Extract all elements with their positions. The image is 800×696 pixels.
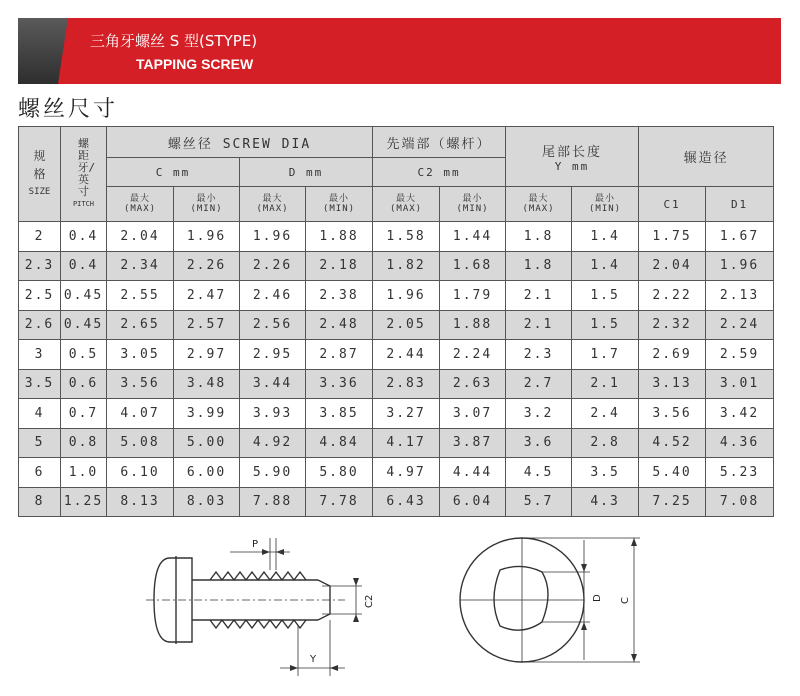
cell-y-max: 2.1 xyxy=(506,310,572,340)
cell-c2-max: 4.97 xyxy=(373,458,440,488)
cell-c2-max: 6.43 xyxy=(373,487,440,517)
cell-c2-max: 3.27 xyxy=(373,399,440,429)
header-size xyxy=(19,127,61,222)
cell-d-max: 2.46 xyxy=(240,281,306,311)
cell-y-max: 3.6 xyxy=(506,428,572,458)
table-row xyxy=(19,428,774,458)
cell-d-min: 3.36 xyxy=(306,369,373,399)
cell-d1: 3.01 xyxy=(706,369,774,399)
cell-pitch: 0.45 xyxy=(61,281,107,311)
header-d-mm: D mm xyxy=(240,158,373,187)
cell-size: 2.5 xyxy=(19,281,61,311)
cell-d-min: 7.78 xyxy=(306,487,373,517)
cell-pitch: 1.25 xyxy=(61,487,107,517)
cell-y-min: 2.1 xyxy=(572,369,639,399)
cell-c-min: 2.47 xyxy=(174,281,240,311)
banner-title-en: TAPPING SCREW xyxy=(136,56,254,72)
cell-c2-max: 2.44 xyxy=(373,340,440,370)
header-max xyxy=(107,187,174,222)
cell-c-min: 3.48 xyxy=(174,369,240,399)
cell-d-max: 3.93 xyxy=(240,399,306,429)
cell-c1: 3.13 xyxy=(639,369,706,399)
label-d: D xyxy=(592,594,603,602)
banner-red-band xyxy=(18,18,781,84)
header-tail-y: Y mm xyxy=(554,159,590,173)
cell-d-max: 2.26 xyxy=(240,251,306,281)
cell-size: 3 xyxy=(19,340,61,370)
cell-c1: 5.40 xyxy=(639,458,706,488)
cell-c-min: 3.99 xyxy=(174,399,240,429)
cell-c2-max: 2.83 xyxy=(373,369,440,399)
header-pitch-cn: 螺距牙/英寸 xyxy=(77,137,96,198)
cell-c-max: 5.08 xyxy=(107,428,174,458)
header-max xyxy=(240,187,306,222)
cell-c2-min: 3.87 xyxy=(440,428,506,458)
header-min xyxy=(174,187,240,222)
cell-d-min: 3.85 xyxy=(306,399,373,429)
cell-y-max: 2.3 xyxy=(506,340,572,370)
cell-d1: 2.13 xyxy=(706,281,774,311)
cell-c1: 7.25 xyxy=(639,487,706,517)
header-tail xyxy=(506,127,639,187)
min-cn: 最小 xyxy=(329,194,350,204)
cell-y-min: 2.4 xyxy=(572,399,639,429)
cell-d1: 7.08 xyxy=(706,487,774,517)
cell-y-max: 2.1 xyxy=(506,281,572,311)
cell-c2-max: 1.58 xyxy=(373,222,440,252)
cell-c2-max: 2.05 xyxy=(373,310,440,340)
screw-spec-table xyxy=(18,126,774,517)
table-body xyxy=(19,222,774,517)
header-c2-mm: C2 mm xyxy=(373,158,506,187)
cell-size: 2.3 xyxy=(19,251,61,281)
header-screw-dia: 螺丝径 SCREW DIA xyxy=(107,127,373,158)
header-pitch xyxy=(61,127,107,222)
header-max xyxy=(506,187,572,222)
thread-top xyxy=(210,572,306,580)
cell-d-min: 2.48 xyxy=(306,310,373,340)
cell-d1: 5.23 xyxy=(706,458,774,488)
cell-pitch: 0.5 xyxy=(61,340,107,370)
cell-c2-min: 1.44 xyxy=(440,222,506,252)
cell-pitch: 0.4 xyxy=(61,251,107,281)
cell-y-min: 2.8 xyxy=(572,428,639,458)
cell-size: 2 xyxy=(19,222,61,252)
d-arrow-bottom xyxy=(581,622,587,630)
max-cn: 最大 xyxy=(396,194,417,204)
max-en: (MAX) xyxy=(522,204,555,214)
header-size-cn2: 格 xyxy=(33,167,46,181)
cell-d-min: 2.38 xyxy=(306,281,373,311)
cell-c1: 2.04 xyxy=(639,251,706,281)
table-row xyxy=(19,310,774,340)
p-arrow-left xyxy=(262,549,270,555)
cell-c1: 2.69 xyxy=(639,340,706,370)
cell-c2-min: 2.63 xyxy=(440,369,506,399)
cell-c-min: 6.00 xyxy=(174,458,240,488)
cell-c1: 2.32 xyxy=(639,310,706,340)
cell-y-max: 3.2 xyxy=(506,399,572,429)
cell-c1: 2.22 xyxy=(639,281,706,311)
header-d1: D1 xyxy=(706,187,774,222)
cell-c-max: 3.56 xyxy=(107,369,174,399)
banner-title-cn: 三角牙螺丝 S 型(STYPE) xyxy=(90,32,258,50)
cell-c2-min: 1.68 xyxy=(440,251,506,281)
header-size-cn1: 规 xyxy=(33,149,46,163)
thread-bottom xyxy=(210,620,306,628)
cell-c2-min: 2.24 xyxy=(440,340,506,370)
cell-d-max: 3.44 xyxy=(240,369,306,399)
cell-d1: 3.42 xyxy=(706,399,774,429)
c2-arrow-bottom xyxy=(353,614,359,622)
cell-y-min: 1.4 xyxy=(572,251,639,281)
table-row xyxy=(19,251,774,281)
max-en: (MAX) xyxy=(389,204,423,214)
label-y: Y xyxy=(310,654,317,665)
cell-d1: 1.96 xyxy=(706,251,774,281)
cell-c-max: 6.10 xyxy=(107,458,174,488)
screw-diagram xyxy=(140,530,660,680)
cell-c2-min: 1.79 xyxy=(440,281,506,311)
header-c-mm: C mm xyxy=(107,158,240,187)
cell-d-min: 2.18 xyxy=(306,251,373,281)
header-size-en: SIZE xyxy=(28,187,51,197)
cell-d-min: 5.80 xyxy=(306,458,373,488)
cell-c2-max: 1.82 xyxy=(373,251,440,281)
cell-c-max: 4.07 xyxy=(107,399,174,429)
table-row xyxy=(19,399,774,429)
cell-d1: 4.36 xyxy=(706,428,774,458)
cell-c1: 3.56 xyxy=(639,399,706,429)
max-cn: 最大 xyxy=(528,194,549,204)
cell-y-max: 2.7 xyxy=(506,369,572,399)
cell-d-max: 2.56 xyxy=(240,310,306,340)
cell-y-min: 4.3 xyxy=(572,487,639,517)
min-cn: 最小 xyxy=(196,194,217,204)
cell-d-max: 7.88 xyxy=(240,487,306,517)
cell-c-max: 2.55 xyxy=(107,281,174,311)
header-max xyxy=(373,187,440,222)
cell-d-max: 5.90 xyxy=(240,458,306,488)
cell-d1: 1.67 xyxy=(706,222,774,252)
cell-c2-min: 3.07 xyxy=(440,399,506,429)
table-row xyxy=(19,369,774,399)
min-en: (MIN) xyxy=(190,204,223,214)
cell-size: 5 xyxy=(19,428,61,458)
min-cn: 最小 xyxy=(462,194,483,204)
cell-d1: 2.59 xyxy=(706,340,774,370)
cell-size: 8 xyxy=(19,487,61,517)
cell-c2-min: 4.44 xyxy=(440,458,506,488)
label-p: P xyxy=(252,539,259,550)
cell-y-min: 1.4 xyxy=(572,222,639,252)
header-pitch-en: PITCH xyxy=(72,200,95,208)
cell-c-min: 2.26 xyxy=(174,251,240,281)
cell-d-min: 1.88 xyxy=(306,222,373,252)
end-view-trilobe xyxy=(494,566,548,630)
c2-arrow-top xyxy=(353,578,359,586)
cell-c2-max: 1.96 xyxy=(373,281,440,311)
cell-c-max: 8.13 xyxy=(107,487,174,517)
min-cn: 最小 xyxy=(595,194,616,204)
cell-size: 3.5 xyxy=(19,369,61,399)
cell-pitch: 0.8 xyxy=(61,428,107,458)
table-row xyxy=(19,281,774,311)
section-title: 螺丝尺寸 xyxy=(18,97,119,122)
cell-c1: 4.52 xyxy=(639,428,706,458)
cell-c1: 1.75 xyxy=(639,222,706,252)
c-arrow-top xyxy=(631,538,637,546)
cell-c-min: 5.00 xyxy=(174,428,240,458)
cell-y-max: 1.8 xyxy=(506,251,572,281)
cell-d-max: 2.95 xyxy=(240,340,306,370)
cell-y-max: 1.8 xyxy=(506,222,572,252)
c-arrow-bottom xyxy=(631,654,637,662)
cell-y-min: 1.5 xyxy=(572,310,639,340)
min-en: (MIN) xyxy=(456,204,489,214)
table-row xyxy=(19,222,774,252)
header-c1: C1 xyxy=(639,187,706,222)
cell-c-max: 2.04 xyxy=(107,222,174,252)
cell-size: 6 xyxy=(19,458,61,488)
cell-y-min: 1.5 xyxy=(572,281,639,311)
cell-c-min: 8.03 xyxy=(174,487,240,517)
header-roll-dia: 辗造径 xyxy=(639,127,774,187)
table-row xyxy=(19,487,774,517)
cell-y-min: 3.5 xyxy=(572,458,639,488)
cell-size: 2.6 xyxy=(19,310,61,340)
cell-pitch: 0.4 xyxy=(61,222,107,252)
cell-d-max: 4.92 xyxy=(240,428,306,458)
cell-c-max: 3.05 xyxy=(107,340,174,370)
cell-c-min: 1.96 xyxy=(174,222,240,252)
cell-pitch: 0.7 xyxy=(61,399,107,429)
cell-y-max: 4.5 xyxy=(506,458,572,488)
header-min xyxy=(572,187,639,222)
cell-pitch: 0.45 xyxy=(61,310,107,340)
label-c2: C2 xyxy=(364,594,375,608)
cell-d-max: 1.96 xyxy=(240,222,306,252)
max-cn: 最大 xyxy=(129,194,150,204)
cell-c-max: 2.65 xyxy=(107,310,174,340)
y-arrow-right xyxy=(330,665,338,671)
cell-c-min: 2.57 xyxy=(174,310,240,340)
header-min xyxy=(306,187,373,222)
header-min xyxy=(440,187,506,222)
cell-c2-min: 6.04 xyxy=(440,487,506,517)
min-en: (MIN) xyxy=(589,204,622,214)
header-tip: 先端部（螺杆） xyxy=(373,127,506,158)
cell-d-min: 4.84 xyxy=(306,428,373,458)
header-tail-cn: 尾部长度 xyxy=(542,144,603,160)
max-cn: 最大 xyxy=(262,194,283,204)
d-arrow-top xyxy=(581,564,587,572)
y-arrow-left xyxy=(290,665,298,671)
cell-c2-max: 4.17 xyxy=(373,428,440,458)
cell-c-min: 2.97 xyxy=(174,340,240,370)
max-en: (MAX) xyxy=(256,204,289,214)
header-banner xyxy=(18,18,781,84)
cell-c2-min: 1.88 xyxy=(440,310,506,340)
cell-y-max: 5.7 xyxy=(506,487,572,517)
label-c: C xyxy=(620,597,631,604)
p-arrow-right xyxy=(276,549,284,555)
cell-y-min: 1.7 xyxy=(572,340,639,370)
cell-d-min: 2.87 xyxy=(306,340,373,370)
cell-d1: 2.24 xyxy=(706,310,774,340)
table-row xyxy=(19,340,774,370)
cell-pitch: 0.6 xyxy=(61,369,107,399)
table-row xyxy=(19,458,774,488)
cell-pitch: 1.0 xyxy=(61,458,107,488)
min-en: (MIN) xyxy=(322,204,356,214)
cell-size: 4 xyxy=(19,399,61,429)
cell-c-max: 2.34 xyxy=(107,251,174,281)
max-en: (MAX) xyxy=(123,204,157,214)
